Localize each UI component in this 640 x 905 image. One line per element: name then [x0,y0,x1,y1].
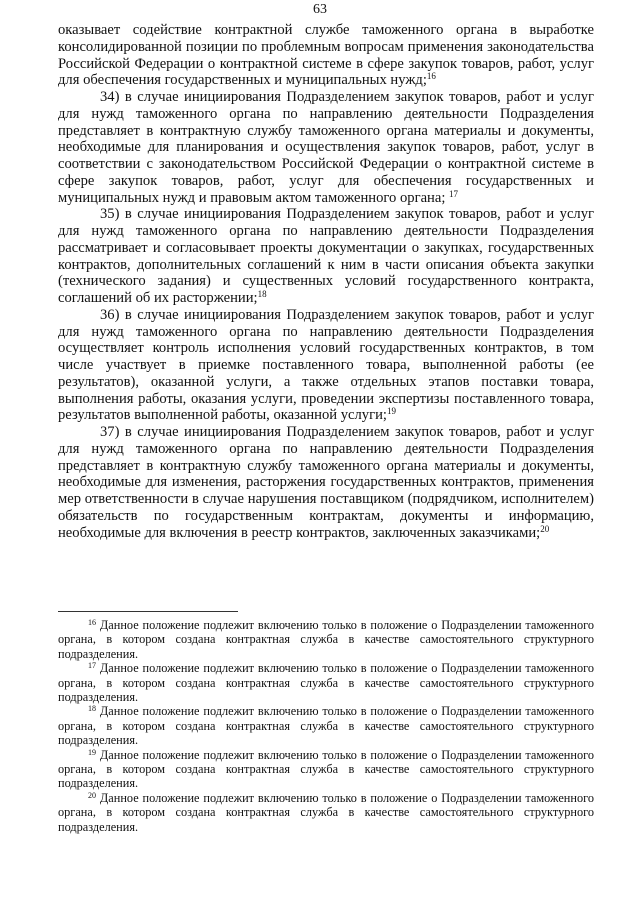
footnote-ref: 20 [540,523,550,534]
page-number: 63 [313,2,327,17]
paragraph-text: 34) в случае инициирования Подразделением закупок товаров, работ и услуг для нужд таможенного органа по направлению деятельности Подразделения представляет в контрактную службу таможенного органа материалы и документы, необходимые для планирования и осуществления закупок товаров, работ, услуг в соответствии с законодательством Российской Федерации о контрактной системе в сфере закупок товаров, работ, услуг для обеспечения государственных и муниципальных нужд и правовым актом таможенного органа; [58,89,594,206]
paragraph-text: оказывает содействие контрактной службе таможенного органа в выработке консолидированной позиции по проблемным вопросам применения законодательства Российской Федерации о контрактной системе в сфере закупок товаров, работ, услуг для обеспечения государственных и муниципальных нужд; [58,22,594,89]
footnote-ref: 18 [257,289,267,299]
footnote-number: 18 [88,704,96,714]
footnote-text: Данное положение подлежит включению только в положение о Подразделении таможенного органа, в котором создана контрактная служба в качестве самостоятельного структурного подразделения. [58,661,594,705]
paragraph-text: 36) в случае инициирования Подразделением закупок товаров, работ и услуг для нужд таможенного органа по направлению деятельности Подразделения осуществляет контроль исполнения условий государственных контрактов, в том числе участвует в приемке поставленного товара, выполненной работы (ее результатов), оказанной услуги, а также отдельных этапов поставки товара, выполнения работы, оказания услуги, проведении экспертизы поставленного товара, результатов выполненной работы, оказанной услуги; [58,306,594,424]
paragraph-item-34 [58,89,594,206]
footnote-separator [58,611,238,612]
footnotes [58,618,594,834]
footnote-16 [58,618,594,661]
footnote-20 [58,791,594,834]
footnote-number: 20 [88,790,96,800]
footnote-text: Данное положение подлежит включению только в положение о Подразделении таможенного органа, в котором создана контрактная служба в качестве самостоятельного структурного подразделения. [58,747,594,791]
footnote-ref: 16 [426,71,436,82]
paragraph-text: 35) в случае инициирования Подразделением закупок товаров, работ и услуг для нужд таможенного органа по направлению деятельности Подразделения рассматривает и согласовывает проекты документации о закупках, государственных контрактов, дополнительных соглашений к ним в части описания объекта закупки (технического задания) и существенных условий государственного контракта, соглашений об их расторжении; [58,206,594,306]
footnote-text: Данное положение подлежит включению только в положение о Подразделении таможенного органа, в котором создана контрактная служба в качестве самостоятельного структурного подразделения. [58,790,594,834]
footnote-number: 19 [88,747,96,757]
footnote-text: Данное положение подлежит включению только в положение о Подразделении таможенного органа, в котором создана контрактная служба в качестве самостоятельного структурного подразделения. [58,618,594,661]
footnote-19 [58,748,594,791]
footnote-ref: 17 [449,188,459,199]
footnote-number: 17 [88,661,96,671]
footnote-ref: 19 [386,406,396,417]
paragraph-item-37 [58,424,594,541]
footnote-text: Данное положение подлежит включению только в положение о Подразделении таможенного органа, в котором создана контрактная служба в качестве самостоятельного структурного подразделения. [58,704,594,748]
paragraph-item-36 [58,307,594,424]
footnote-18 [58,704,594,747]
footnote-number: 16 [88,618,96,627]
main-text [58,22,594,541]
footnote-17 [58,661,594,704]
paragraph-text: 37) в случае инициирования Подразделением закупок товаров, работ и услуг для нужд таможенного органа по направлению деятельности Подразделения представляет в контрактную службу таможенного органа материалы и документы, необходимые для изменения, расторжения государственных контрактов, применения мер ответственности в случае нарушения поставщиком (подрядчиком, исполнителем) обязательств по государственным контрактам, документы и информацию, необходимые для включения в реестр контрактов, заключенных заказчиками; [58,424,594,541]
paragraph-item-35 [58,206,594,307]
paragraph-continuation [58,22,594,89]
